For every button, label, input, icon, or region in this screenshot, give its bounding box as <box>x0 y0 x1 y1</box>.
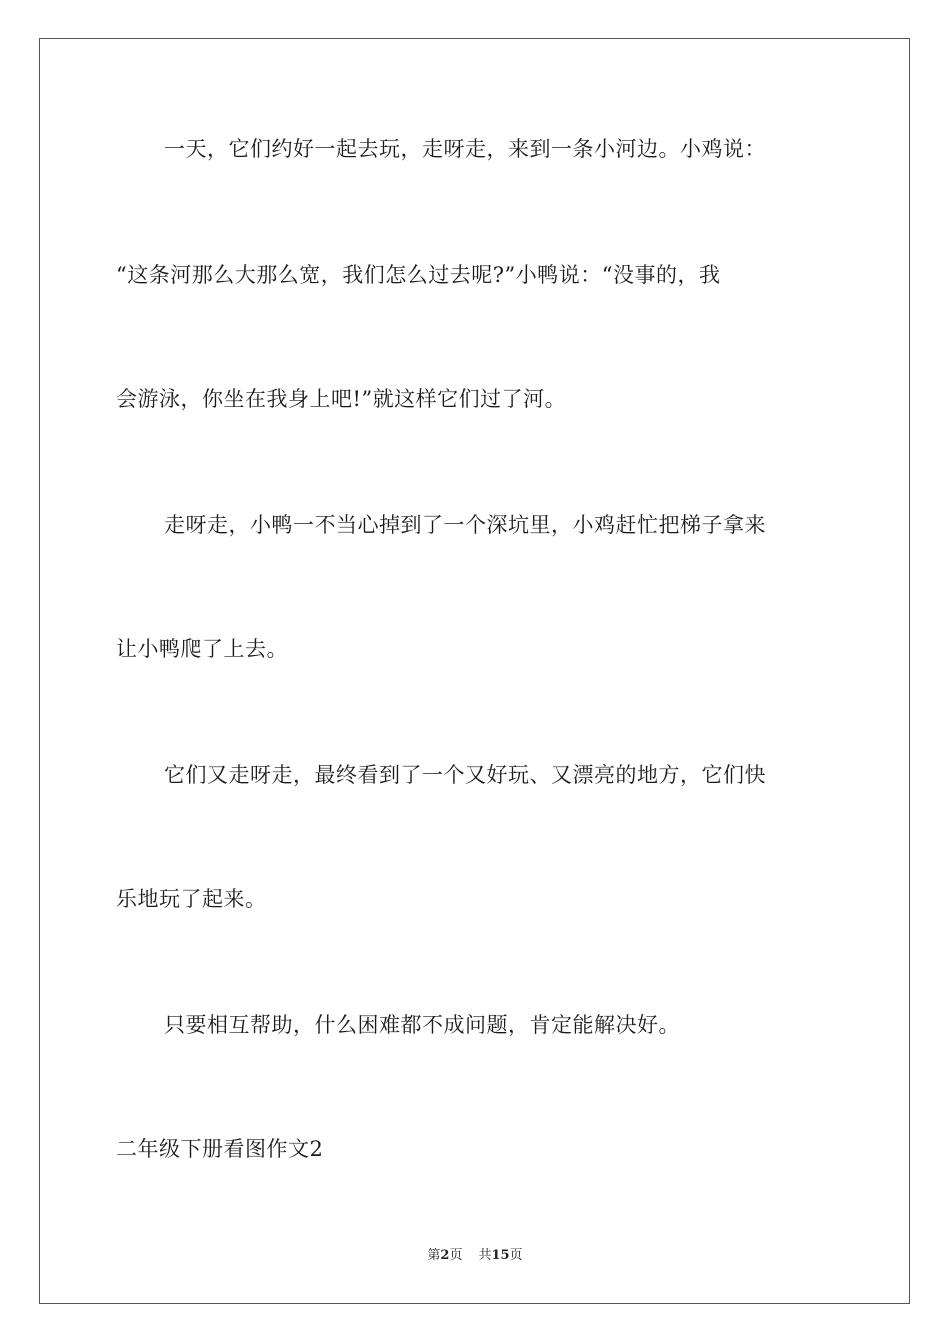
paragraph-line: 一天，它们约好一起去玩，走呀走，来到一条小河边。小鸡说： <box>164 137 766 161</box>
paragraph-line: 乐地玩了起来。 <box>116 887 267 911</box>
total-suffix: 页 <box>509 1248 523 1263</box>
total-prefix: 共 <box>478 1248 492 1263</box>
paragraph-line: 会游泳，你坐在我身上吧!”就这样它们过了河。 <box>116 387 567 411</box>
current-page-number: 2 <box>440 1248 450 1263</box>
section-heading: 二年级下册看图作文2 <box>116 1137 324 1161</box>
paragraph-line: 只要相互帮助，什么困难都不成问题，肯定能解决好。 <box>164 1013 680 1037</box>
total-page-number: 15 <box>491 1248 510 1263</box>
paragraph-line: “这条河那么大那么宽，我们怎么过去呢?”小鸭说：“没事的，我 <box>116 263 721 287</box>
page-frame <box>39 38 910 1304</box>
page-prefix: 第 <box>427 1248 441 1263</box>
page-suffix: 页 <box>449 1248 463 1263</box>
paragraph-line: 它们又走呀走，最终看到了一个又好玩、又漂亮的地方，它们快 <box>164 763 766 787</box>
page-footer <box>0 1248 950 1264</box>
paragraph-line: 走呀走，小鸭一不当心掉到了一个深坑里，小鸡赶忙把梯子拿来 <box>164 513 766 537</box>
paragraph-line: 让小鸭爬了上去。 <box>116 637 288 661</box>
